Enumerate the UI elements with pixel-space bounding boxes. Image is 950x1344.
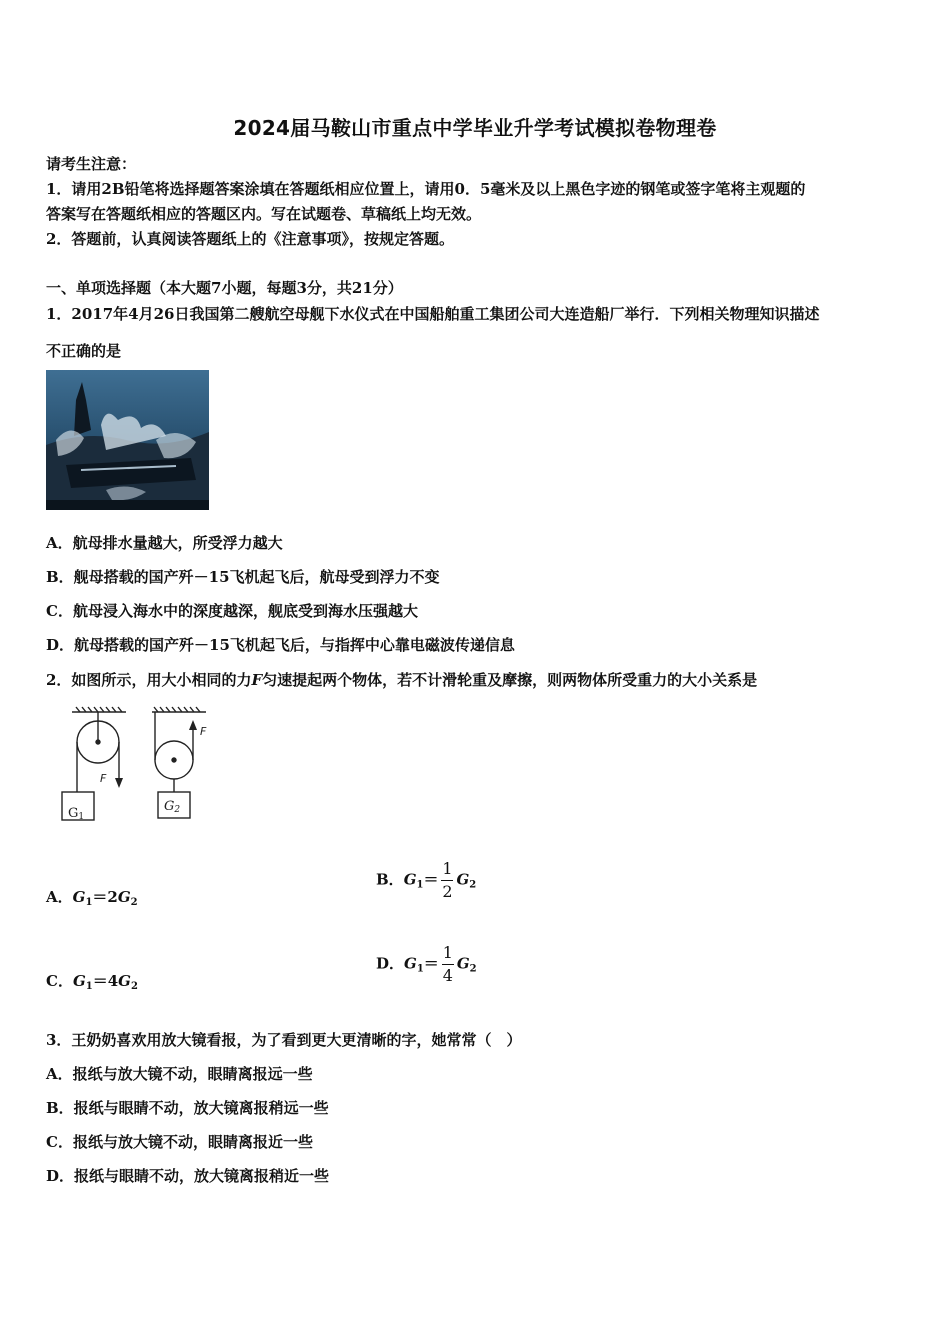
q2-stem-post: 匀速提起两个物体，若不计滑轮重及摩擦，则两物体所受重力的大小关系是	[262, 671, 758, 689]
q2-d-lsub: 1	[416, 963, 424, 975]
q2-b-lsub: 1	[416, 879, 424, 891]
q2-option-a	[46, 886, 138, 908]
q2-stem-var: F	[251, 671, 263, 689]
g2-letter: G	[164, 799, 175, 814]
section-heading: 一、单项选择题（本大题7小题，每题3分，共21分）	[46, 279, 403, 297]
q2-c-letter: C．	[46, 972, 73, 990]
q2-a-eq: ＝2	[92, 888, 118, 906]
q2-b-eq: ＝	[423, 870, 439, 889]
q2-d-fraction	[442, 942, 454, 987]
q3-stem: 3．王奶奶喜欢用放大镜看报，为了看到更大更清晰的字，她常常（ ）	[46, 1031, 522, 1049]
notice-heading: 请考生注意：	[46, 155, 137, 173]
q2-c-rsub: 2	[130, 981, 138, 992]
q1-option-a: A．航母排水量越大，所受浮力越大	[46, 534, 283, 552]
q2-a-lhs: G	[72, 888, 86, 906]
q3-option-d: D．报纸与眼睛不动，放大镜离报稍近一些	[46, 1167, 330, 1185]
q3-option-b: B．报纸与眼睛不动，放大镜离报稍远一些	[46, 1099, 329, 1117]
q1-option-c: C．航母浸入海水中的深度越深，舰底受到海水压强越大	[46, 602, 418, 620]
q2-d-letter: D．	[376, 954, 405, 973]
q2-a-lsub: 1	[85, 897, 93, 908]
q2-d-lhs: G	[404, 954, 417, 973]
q2-stem	[46, 669, 757, 690]
q2-d-num: 1	[442, 943, 453, 962]
q1-stem: 1．2017年4月26日我国第二艘航空母舰下水仪式在中国船舶重工集团公司大连造船厂举行．下列相关物理知识描述	[46, 305, 820, 323]
q2-d-rhs: G	[456, 954, 470, 973]
q2-c-lsub: 1	[85, 981, 93, 992]
q2-b-rsub: 2	[469, 879, 477, 891]
q2-d-den: 4	[442, 966, 453, 985]
q2-a-letter: A．	[46, 888, 73, 906]
g1-sub: 1	[78, 812, 85, 822]
force-label-right: F	[200, 725, 207, 738]
q2-b-lhs: G	[403, 870, 417, 889]
q2-b-den: 2	[442, 882, 453, 901]
q2-d-rsub: 2	[469, 963, 477, 975]
q2-a-rsub: 2	[130, 897, 138, 908]
q2-option-c	[46, 970, 138, 992]
q1-stem-cont: 不正确的是	[46, 342, 122, 360]
g1-letter: G	[68, 806, 79, 821]
g1-label	[68, 806, 84, 822]
q2-a-rhs: G	[117, 888, 131, 906]
q2-d-eq: ＝	[423, 954, 439, 973]
q3-option-c: C．报纸与放大镜不动，眼睛离报近一些	[46, 1133, 313, 1151]
notice-line-1: 1．请用2B铅笔将选择题答案涂填在答题纸相应位置上，请用0．5毫米及以上黑色字迹的钢笔或签字笔将主观题的	[46, 180, 806, 198]
q1-option-b: B．舰母搭载的国产歼－15飞机起飞后，航母受到浮力不变	[46, 568, 440, 586]
g2-label	[164, 799, 180, 815]
force-label-left: F	[100, 772, 107, 785]
pulley-diagram	[56, 700, 221, 825]
q3-option-a: A．报纸与放大镜不动，眼睛离报远一些	[46, 1065, 313, 1083]
q2-option-b	[376, 858, 476, 903]
q2-c-lhs: G	[72, 972, 86, 990]
page-title: 2024届马鞍山市重点中学毕业升学考试模拟卷物理卷	[233, 116, 717, 140]
notice-line-2: 2．答题前，认真阅读答题纸上的《注意事项》，按规定答题。	[46, 230, 454, 248]
q2-b-letter: B．	[376, 870, 404, 889]
q2-c-rhs: G	[118, 972, 131, 990]
q2-b-rhs: G	[456, 870, 470, 889]
q1-option-d: D．航母搭载的国产歼－15飞机起飞后，与指挥中心靠电磁波传递信息	[46, 636, 515, 654]
q2-stem-pre: 2．如图所示，用大小相同的力	[46, 671, 252, 689]
aircraft-carrier-photo	[46, 370, 209, 510]
q2-option-d	[376, 942, 477, 987]
g2-sub: 2	[174, 805, 181, 815]
q2-b-num: 1	[442, 859, 453, 878]
q2-c-eq: ＝4	[92, 972, 119, 990]
notice-line-1-cont: 答案写在答题纸相应的答题区内。写在试题卷、草稿纸上均无效。	[46, 205, 482, 223]
q2-b-fraction	[441, 858, 453, 903]
